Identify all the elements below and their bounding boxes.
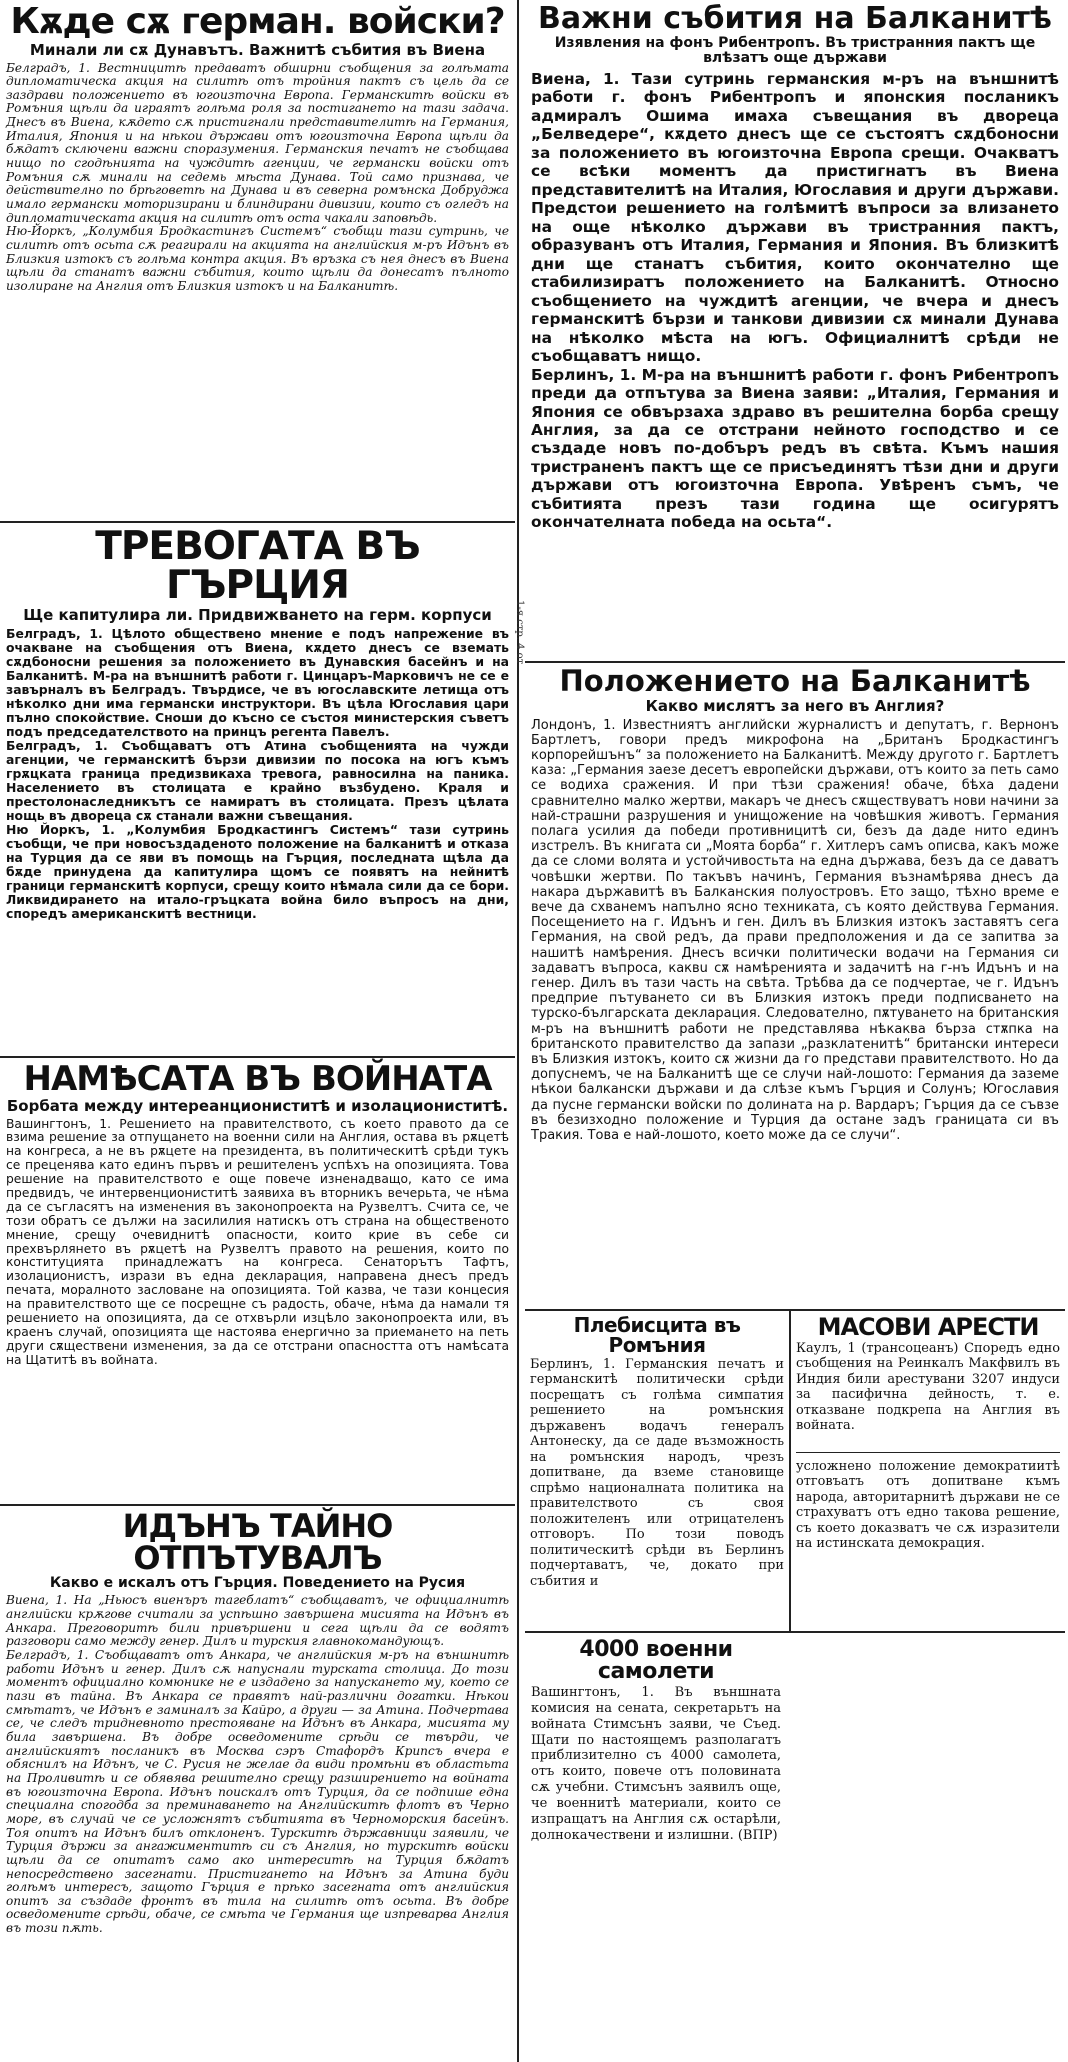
- article-plebiscite: [525, 1311, 791, 1631]
- headline: Кѫде сѫ герман. войски?: [10, 1, 505, 42]
- subhead: Борбата между интереанциониститѣ и изолациониститѣ.: [6, 1097, 509, 1115]
- headline: Важни събития на Балканитѣ: [538, 1, 1052, 36]
- subhead: Какво мислятъ за него въ Англия?: [645, 697, 945, 715]
- paragraph: Ню-Йоркъ, „Колумбия Бродкастингъ Системъ“ съобщи тази сутринь, че силитѣ отъ осьта сѫ реагирали на акцията на английския м-ръ Идънъ въ Близкия изтокъ съ голѣма контра акция. Въ връзка съ нея днесъ въ Виена щѣли да станатъ важни събития, които щѣли да донесатъ пълното изолиране на Англия отъ Близкия изтокъ и на Балканитѣ.: [6, 224, 509, 293]
- article-eden: [0, 1506, 515, 2062]
- paragraph: Белградъ, 1. Вестницитѣ предаватъ обширни съобщения за голѣмата дипломатическа акция на силитѣ отъ тройния пактъ съ цель да се заздрави положението въ югоизточна Европа. Германскитѣ войски въ Ромъния щѣли да играятъ голѣма роля за постигането на тази задача. Днесъ въ Виена, кѫдето сѫ пристигнали представителитѣ на Германия, Италия, Япония и на нѣкои държави отъ югоизточна Европа щѣли да бѫдатъ сключени важни споразумения. Германския печатъ не съобщава нищо по сгодѣнията на чуждитѣ агенции, че германски войски отъ Ромъния сѫ минали на седемь мѣста Дунава. Той само признава, че действително по брѣговетѣ на Дунава и въ северна ромънска Добруджа имало германски моторизирани и блиндирани дивизии, които съ огледъ на дипломатическата акция на силитѣ отъ оста чакали заповѣдь.: [6, 60, 509, 225]
- paragraph: Вашингтонъ, 1. Решението на правителството, съ което правото да се взима решение за отпущането на военни сили на Англия, остава въ рѫцетѣ на конгреса, а не въ рѫцете на президента, въ политическитѣ срѣди тукъ се преценява като единъ първъ и решителенъ успѣхъ на опозицията. Това решение на правителството е още повече изненадващо, като се има предвидъ, че интервенциониститѣ заявиха въ вторникъ вечерьта, че нѣма да се съгласятъ на изменения въ законопроекта на Рузвелтъ. Счита се, че този обратъ се дължи на засилилия натискъ отъ страна на общественото мнение, срещу очевиднитѣ опасности, които крие въ себе си прехвърлянето въ рѫцетѣ на Рузвелтъ правото на решения, които по конституцията принадлежатъ на конгреса. Сенаторътъ Тафтъ, изолационистъ, изрази въ една декларация, направена днесъ предъ печата, моралното засловане на опозицията. Той казва, че тази концесия на правителството ще се посрещне съ радость, обаче, нѣма да намали тя решението на опозицията, да се отхвърли изцѣло законопроекта или, въ краенъ случай, опозицията ще настоява енергично за приемането на петь други сѫществени изменения, за да се отстрани опасността отъ намѣсата на Щатитѣ въ войната.: [6, 1116, 509, 1367]
- article-aircraft: [525, 1633, 787, 2041]
- paragraph: Берлинъ, 1. Германския печатъ и германскитѣ политически срѣди посрещатъ съ голѣма симпатия решението на ромънския държавенъ водачъ генералъ Антонеску, да се даде възможность на ромънския народъ, чрезъ допитване, да вземе становище спрѣмо националната политика на правителството съ своя положителенъ или отрицателенъ отговоръ. По този поводъ политическитѣ срѣди въ Берлинъ подчертаватъ, че, докато при събития и: [530, 1357, 785, 1589]
- headline: 4000 военни самолети: [579, 1637, 733, 1684]
- paragraph: Виена, 1. На „Ньюсъ виенъръ тагеблатъ“ съобщаватъ, че официалнитѣ английски крѫгове считали за успѣшно завършена мисията на Идънъ въ Анкара. Преговоритѣ били привършени и сега щѣли да се водятъ разговори само между генер. Дилъ и турския главнокомандующъ.: [6, 1593, 509, 1649]
- bottom-row: [525, 1311, 1065, 1633]
- paragraph: Виена, 1. Тази сутринь германския м-ръ на външнитѣ работи г. фонъ Рибентропъ и японския посланикъ адмиралъ Ошима имаха съвещания въ двореца „Белведере“, кѫдето днесъ ще се състоятъ сѫдбоносни за положението въ югоизточна Европа срещи. Очакватъ се всѣки моментъ да пристигнатъ въ Виена представителитѣ на Италия, Югославия и други държави. Предстои решението на голѣмитѣ въпроси за влизането на още нѣколко държави въ тристранния пактъ, образуванъ отъ Италия, Германия и Япония. Въ близкитѣ дни ще станатъ събития, които окончателно ще стабилизиратъ положението на Балканитѣ. Относно съобщението на чуждитѣ агенции, че вчера и днесъ германскитѣ бързи и танкови дивизии сѫ минали Дунава на нѣколко мѣста на югъ. Официалнитѣ срѣди не съобщаватъ нищо.: [531, 69, 1059, 366]
- paragraph: Белградъ, 1. Съобщаватъ отъ Атина съобщенията на чужди агенции, че германскитѣ бързи дивизии по посока на югъ къмъ грѫцката граница предизвикаха тревога, равносилна на паника. Населението въ столицата е крайно възбудено. Краля и престолонаследникътъ се намиратъ въ столицата. Презъ цѣлата нощь въ двореца сѫ станали важни съвещания.: [6, 737, 509, 823]
- paragraph: Ню Йоркъ, 1. „Колумбия Бродкастингъ Системъ“ тази сутринь съобщи, че при новосъздаденото положение на балканитѣ и отказа на Турция да се яви въ помощь на Гърция, последната щѣла да бѫде принудена да капитулира щомъ се появятъ на нейнитѣ граници германскитѣ корпуси, срещу които нѣмала сили да се бори. Ликвидирането на итало-гръцката война било въпросъ на дни, споредъ американскитѣ вестници.: [6, 821, 509, 921]
- paragraph: Белградъ, 1. Съобщаватъ отъ Анкара, че английския м-ръ на външнитѣ работи Идънъ и генер. Дилъ сѫ напуснали турската столица. До този моментъ официално комюнике не е издадено за напускането му, което се пази въ тайна. Въ Анкара се правятъ най-различни догатки. Нѣкои смѣтатъ, че Идънъ е заминалъ за Кайро, а други — за Атина. Подчертава се, че следъ тридневното престояване на Идънъ въ Анкара, мисията му била завършена. Въ добре осведомените срѣди се твърди, че английскиятъ посланикъ въ Москва сэръ Стафордъ Крипсъ вчера е обяснилъ на Идънъ, че С. Русия не желае да види промѣни въ областьта на Проливитѣ и се обявява решително срещу разширението на войната въ югоизточна Европа. Идънъ поискалъ отъ Турция, да се подпише една специална спогодба за преминаването на Английскитѣ флотъ въ Черно море, въ случай че се усложнятъ събитията въ Черноморския басейнъ. Тоя опитъ на Идънъ билъ отклоненъ. Турскитѣ държавници заявили, че Турция държи за ангажиментитѣ си съ Англия, но турскитѣ войски щѣли да се опитатъ само ако интереситѣ на Турция бѫдатъ непосредствено засегнати. Пристигането на Идънъ за Атина буди голѣмъ интересъ, защото Гърция е прѣко засегната отъ английския опитъ за създаде фронтъ въ тила на силитѣ отъ осьта. Въ добре осведомените срѣди, обаче, се смѣта че Германия ще изпреварва Англия въ този пѫть.: [6, 1648, 509, 1936]
- headline: Положението на Балканитѣ: [559, 664, 1031, 698]
- headline: НАМѢСАТА ВЪ ВОЙНАТА: [23, 1059, 492, 1099]
- paragraph: усложнено положение демократиитѣ отговъатъ отъ допитване къмъ народа, авторитарнитѣ държави не се страхуватъ отъ едно такова решение, съ което доказватъ че сѫ изразители на истинската демокрация.: [796, 1458, 1060, 1552]
- subhead: Какво е искалъ отъ Гърция. Поведението на Русия: [49, 1575, 466, 1591]
- column-divider: [517, 0, 519, 2062]
- paragraph: Вашингтонъ, 1. Въ външната комисия на сената, секретарьтъ на войната Стимсънъ заяви, че Съед. Щати по настоящемъ разполагатъ приблизително съ 4000 самолета, отъ които, повече отъ половината сѫ учебни. Стимсънъ заявилъ още, че военнитѣ материали, които се изпращатъ на Англия сѫ остарѣли, долнокачествени и излишни. (ВПР): [531, 1685, 781, 1843]
- left-column: [0, 0, 515, 2062]
- paragraph: Берлинъ, 1. М-ра на външнитѣ работи г. фонъ Рибентропъ преди да отпътува за Виена заяви: „Италия, Германия и Япония се обвързаха здраво въ решителна борба срещу Англия, за да се отстрани нейното господство и се създаде новъ по-добъръ редъ въ свѣта. Къмъ нашия тристраненъ пактъ ще се присъединятъ тѣзи дни и други държави отъ югоизточна Европа. Увѣренъ съмъ, че събитията презъ тази година ще осигурятъ окончателната победа на осьта“.: [531, 365, 1059, 532]
- paragraph: Каулъ, 1 (трансоцеанъ) Споредъ едно съобщения на Реинкалъ Макфвилъ въ Индия били арестувани 3207 индуси за пасифична дейность, т. е. отказване подкрепа на Англия въ войната.: [796, 1341, 1060, 1453]
- article-intervention: [0, 1058, 515, 1506]
- paragraph: Лондонъ, 1. Известниятъ английски журналистъ и депутатъ, г. Вернонъ Бартлетъ, говори предъ микрофона на „Британъ Бродкастингъ корпорейшънъ“ за положението на Балканитѣ. Между другото г. Бартлетъ каза: „Германия заезе десетъ европейски държави, отъ които за петь само се водиха сражения. И при тѣзи сражения! обаче, бѣха дадени сравнително малко жертви, макаръ че днесъ сѫществуватъ нови начини за най-страшни разрушения и унищожение на човѣшкия животъ. Германия полага усилия да победи противницитѣ си, безъ да даде нито единъ изстрелъ. Въ книгата си „Моята борба“ г. Хитлеръ самъ описва, какъ може да се сломи волята и устойчивостьта на една държава, безъ да се даватъ човѣшки жертви. По такъвъ начинъ, Германия възнамѣрява днесъ да накара държавитѣ въ Балканския полуостровъ. Ето защо, тѣхно време е вече да схванемъ напълно ясно техниката, съ която действува Германия. Посещението на г. Идънъ и ген. Дилъ въ Близкия изтокъ заставятъ сега Германия, на свой редъ, да прави предположения и да се запитва за нашитѣ намѣрения. Днесъ всички политически водачи на Германия си задаватъ въпроса, каквu сѫ намѣренията и задачитѣ на г-нъ Идънъ и на генер. Дилъ въ тази часть на свѣта. Трѣбва да се подчертае, че г. Идънъ предприе пътуването си въ Близкия изтокъ преди подписването на турско-българската декларация. Следователно, пѫтуването на британския м-ръ на външнитѣ работи не представлява нѣкаква бърза стѫпка на британското правителство да запази „разклатенитѣ“ британски интереси въ Близкия изтокъ, които сѫ жизни да го представи правителството. Но да допуснемъ, че на Балканитѣ ще се случи най-лошото: Германия да заземе нѣкои балкански държави и да слѣзе къмъ Гърция и Солунъ; Югославия да пусне германски войски по долината на р. Вардаръ; Гърция да се съвзе въ безизходно положение и Турция да остане задъ границата си въ Тракия. Това е най-лошото, което може да се случи“.: [531, 717, 1059, 1143]
- subhead: Минали ли сѫ Дунавътъ. Важнитѣ събития въ Виена: [29, 41, 486, 59]
- headline: ТРЕВОГАТА ВЪ ГЪРЦИЯ: [95, 524, 420, 608]
- headline: ИДЪНЪ ТАЙНО ОТПЪТУВАЛЪ: [122, 1507, 393, 1577]
- subhead: Ще капитулира ли. Придвижването на герм. корпуси: [23, 606, 492, 624]
- article-balkans-events: [525, 0, 1065, 663]
- paragraph: Белградъ, 1. Цѣлото обществено мнение е подъ напрежение въ очакване на съобщения отъ Виена, кѫдето днесъ се вземать сѫдбоносни решения за положението въ Дунавския басейнъ и на Балканитѣ. М-ра на външнитѣ работи г. Цинцаръ-Марковичъ не се е завърналъ въ Белградъ. Твърдисе, че въ югославските летища отъ нѣколко дни има германски инструктори. Въ цѣла Югославия цари пълно спокойствие. Сноши до късно се състоя министерския съветъ подъ председателството на принцъ регента Павелъ.: [6, 625, 509, 739]
- article-greece-alarm: [0, 523, 515, 1058]
- article-balkans-situation: [525, 663, 1065, 1311]
- headline: МАСОВИ АРЕСТИ: [817, 1313, 1039, 1341]
- article-mass-arrests: [791, 1311, 1065, 1631]
- article-german-troops: [0, 0, 515, 523]
- headline: Плебисцита въ Ромъния: [573, 1313, 741, 1357]
- right-column: [525, 0, 1065, 2062]
- margin-note: 1-я стр. 4 от: [514, 600, 525, 665]
- subhead: Изявления на фонъ Рибентропъ. Въ тристранния пактъ ще влѣзатъ още държави: [554, 35, 1036, 67]
